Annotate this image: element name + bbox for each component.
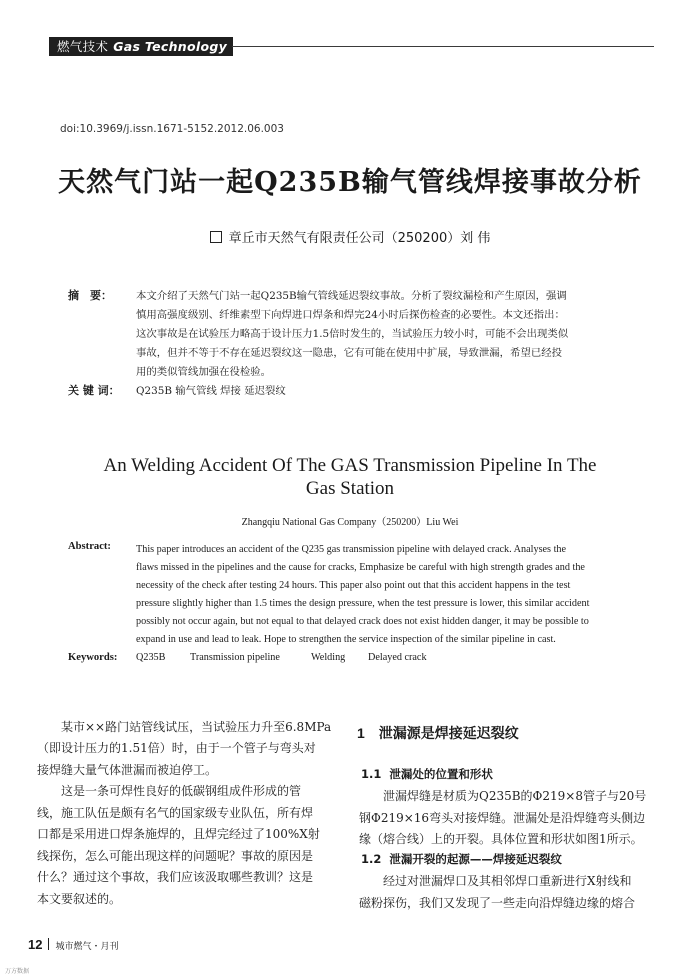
body-line: 本文要叙述的。	[37, 892, 122, 906]
body-line: 缘（熔合线）上的开裂。具体位置和形状如图1所示。	[359, 832, 643, 846]
body-line: （即设计压力的1.51倍）时，由于一个管子与弯头对	[37, 741, 316, 755]
subsection-number: 1.1	[361, 767, 382, 781]
column-name-cn: 燃气技术	[57, 39, 109, 54]
body-line: 磁粉探伤，我们又发现了一些走向沿焊缝边缘的熔合	[359, 896, 636, 910]
abstract-cn-label: 摘 要：	[68, 289, 112, 302]
section-title: 泄漏源是焊接延迟裂纹	[378, 726, 519, 742]
abstract-en-label: Abstract:	[68, 541, 111, 552]
subsection-heading	[361, 851, 562, 867]
abstract-en-line: expand in use and lead to leak. Hope to strengthen the service inspection of the similar pipeline in cast.	[136, 634, 556, 645]
header-rule	[232, 46, 654, 47]
section-heading	[357, 723, 519, 743]
subsection-heading	[361, 766, 493, 782]
body-line: 这是一条可焊性良好的低碳钢组成件形成的管	[37, 784, 302, 798]
page-number: 12	[28, 937, 43, 952]
subsection-number: 1.2	[361, 852, 382, 866]
abstract-en-line: This paper introduces an accident of the Q235 gas transmission pipeline with delayed crack. Analyses the	[136, 544, 567, 555]
footer-divider	[48, 938, 49, 950]
subsection-title: 泄漏处的位置和形状	[389, 767, 493, 781]
body-line: 口都是采用进口焊条施焊的，且焊完经过了100%X射	[37, 827, 320, 841]
body-line: 接焊缝大量气体泄漏而被迫停工。	[37, 763, 218, 777]
paper-title-en-line1: An Welding Accident Of The GAS Transmission Pipeline In The	[103, 455, 597, 476]
body-line: 什么？通过这个事故，我们应该汲取哪些教训？这是	[37, 870, 314, 884]
keyword-en: Welding	[311, 652, 346, 663]
square-bullet-icon	[210, 231, 222, 243]
keyword-en: Transmission pipeline	[190, 652, 280, 663]
keyword-en: Delayed crack	[368, 652, 427, 663]
abstract-cn-line: 事故，但并不等于不存在延迟裂纹这一隐患，它有可能在使用中扩展，导致泄漏，希望已经投	[136, 347, 563, 359]
section-number: 1	[357, 725, 365, 741]
column-name-en: Gas Technology	[113, 39, 228, 54]
body-line: 线，施工队伍是颇有名气的国家级专业队伍，所有焊	[37, 806, 314, 820]
subsection-title: 泄漏开裂的起源——焊接延迟裂纹	[389, 852, 562, 866]
body-line: 线探伤，怎么可能出现这样的问题呢？事故的原因是	[37, 849, 314, 863]
abstract-cn-line: 用的类似管线加强在役检验。	[136, 366, 272, 378]
keyword-en: Q235B	[136, 652, 166, 663]
abstract-en-line: flaws missed in the pipelines and the cause for cracks, Emphasize be careful with high strength grades and the	[136, 562, 585, 573]
keywords-cn: Q235B 输气管线 焊接 延迟裂纹	[136, 385, 286, 397]
journal-name: 城市燃气・月刊	[55, 942, 119, 952]
page-footer	[28, 937, 118, 952]
abstract-en-line: pressure slightly higher than 1.5 times the design pressure, when the test pressure is lower, this similar accident	[136, 598, 590, 609]
doi[interactable]: doi:10.3969/j.issn.1671-5152.2012.06.003	[60, 123, 284, 135]
author-cn-text: 章丘市天然气有限责任公司（250200）刘 伟	[228, 231, 491, 246]
abstract-cn-line: 本文介绍了天然气门站一起Q235B输气管线延迟裂纹事故。分析了裂纹漏检和产生原因，强调	[136, 290, 567, 302]
author-en: Zhangqiu National Gas Company（250200）Liu Wei	[241, 517, 459, 528]
keywords-en-label: Keywords:	[68, 652, 118, 663]
abstract-cn-line: 慎用高强度级别、纤维素型下向焊进口焊条和焊完24小时后探伤检查的必要性。本文还指出：	[136, 309, 565, 321]
body-line: 某市××路门站管线试压，当试验压力升至6.8MPa	[37, 720, 332, 734]
author-cn	[0, 227, 700, 246]
abstract-en-line: necessity of the check after testing 24 hours. This paper also point out that this accident happens in the test	[136, 580, 571, 591]
column-banner	[49, 37, 233, 56]
body-line: 泄漏焊缝是材质为Q235B的Φ219×8管子与20号	[359, 789, 647, 803]
paper-title-cn: 天然气门站一起Q235B输气管线焊接事故分析	[58, 167, 642, 198]
body-line: 经过对泄漏焊口及其相邻焊口重新进行X射线和	[359, 874, 632, 888]
abstract-cn-line: 这次事故是在试验压力略高于设计压力1.5倍时发生的，当试验压力较小时，可能不会出现类似	[136, 328, 569, 340]
paper-title-en-line2: Gas Station	[305, 478, 395, 499]
body-line: 钢Φ219×16弯头对接焊缝。泄漏处是沿焊缝弯头侧边	[359, 811, 646, 825]
abstract-en-line: possibly not occur again, but not equal to that delayed crack does not exist hidden danger, it may be possible to	[136, 616, 589, 627]
keywords-cn-label: 关 键 词：	[68, 384, 120, 397]
watermark: 万方数据	[5, 968, 30, 975]
